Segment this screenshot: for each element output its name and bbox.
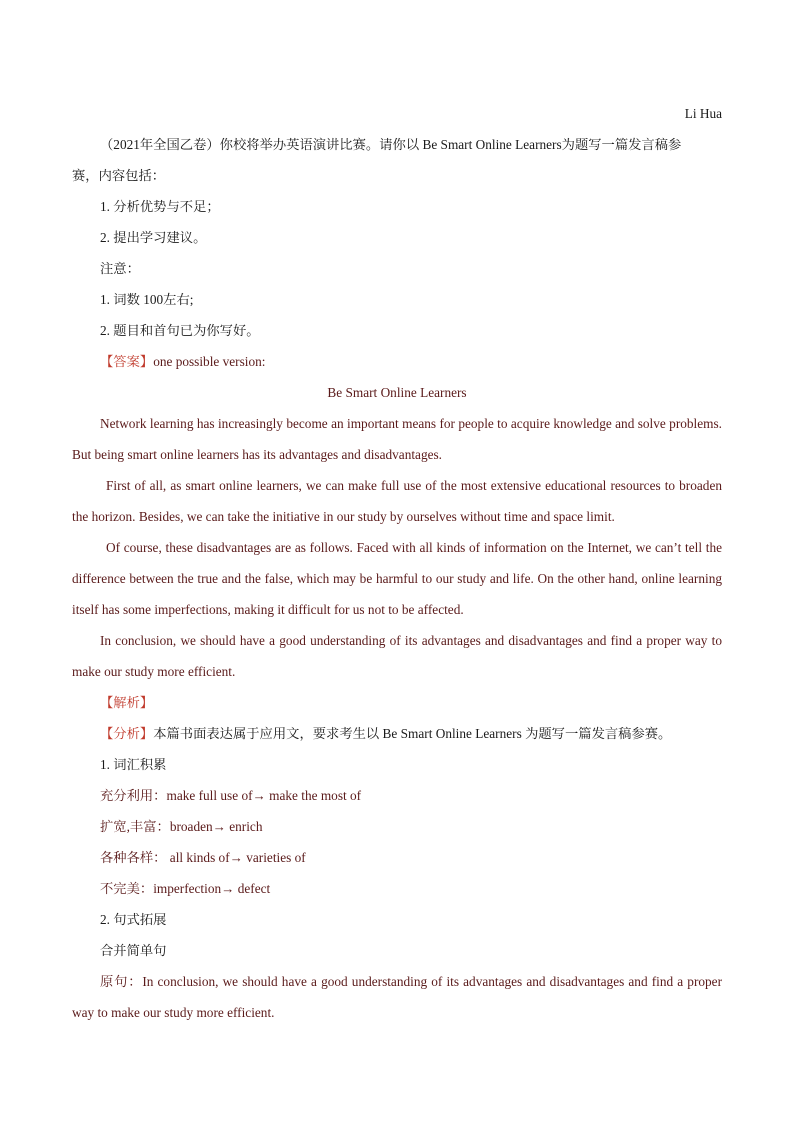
- essay-paragraph: In conclusion, we should have a good understanding of its advantages and disadvantages and find a proper way to make our study more efficient.: [72, 633, 722, 679]
- prompt-item: 1. 分析优势与不足；: [100, 199, 220, 214]
- analysis-sub-text: 本篇书面表达属于应用文，要求考生以 Be Smart Online Learners 为题写一篇发言稿参赛。: [153, 726, 672, 741]
- vocab-en: make full use of→ make the most of: [166, 788, 362, 803]
- author-name: Li Hua: [684, 106, 722, 121]
- vocab-en: all kinds of→ varieties of: [166, 850, 306, 865]
- note-item: 1. 词数 100左右;: [100, 292, 194, 307]
- vocab-heading: 1. 词汇积累: [100, 757, 167, 772]
- vocab-item: [72, 780, 722, 811]
- original-text: In conclusion, we should have a good understanding of its advantages and disadvantages and find a proper way to make our study more efficient.: [72, 974, 723, 1020]
- essay-paragraph: Network learning has increasingly become an important means for people to acquire knowledge and solve problems. But being smart online learners has its advantages and disadvantages.: [72, 416, 722, 462]
- vocab-cn: 充分利用：: [100, 788, 167, 803]
- prompt-line: [72, 129, 722, 160]
- answer-line: [72, 346, 722, 377]
- vocab-cn: 不完美：: [100, 881, 154, 896]
- essay-paragraph: First of all, as smart online learners, we can make full use of the most extensive educational resources to broaden the horizon. Besides, we can take the initiative in our study by ourselves without time and space limit.: [72, 478, 722, 524]
- original-sentence: [72, 966, 722, 1028]
- analysis-sub-label: 【分析】: [100, 726, 154, 741]
- sentence-sub-heading: 合并简单句: [100, 943, 167, 958]
- vocab-en: imperfection→ defect: [153, 881, 271, 896]
- vocab-en: broaden→ enrich: [169, 819, 263, 834]
- answer-intro: one possible version:: [153, 354, 266, 369]
- vocab-cn: 扩宽,丰富：: [100, 819, 170, 834]
- vocab-cn: 各种各样：: [100, 850, 167, 865]
- vocab-item: [72, 811, 722, 842]
- prompt-text-1: （2021年全国乙卷）你校将举办英语演讲比赛。请你以 Be Smart Online Learners为题写一篇发言稿参: [100, 137, 682, 152]
- vocab-item: [72, 873, 722, 904]
- sentence-heading: 2. 句式拓展: [100, 912, 167, 927]
- analysis-summary: [72, 718, 722, 749]
- vocab-item: [72, 842, 722, 873]
- analysis-label: 【解析】: [100, 695, 154, 710]
- prompt-item: 2. 提出学习建议。: [100, 230, 207, 245]
- answer-label: 【答案】: [100, 354, 154, 369]
- note-item: 2. 题目和首句已为你写好。: [100, 323, 260, 338]
- document-page: [72, 98, 722, 1028]
- original-label: 原句：: [100, 974, 143, 989]
- essay-title: Be Smart Online Learners: [327, 385, 467, 400]
- essay-paragraph: Of course, these disadvantages are as follows. Faced with all kinds of information on the Internet, we can’t tell the difference between the true and the false, which may be harmful to our study and life. On the other hand, online learning itself has some imperfections, making it difficult for us not to be affected.: [72, 540, 722, 617]
- note-label: 注意：: [100, 261, 140, 276]
- prompt-line-2: 赛，内容包括：: [72, 168, 166, 183]
